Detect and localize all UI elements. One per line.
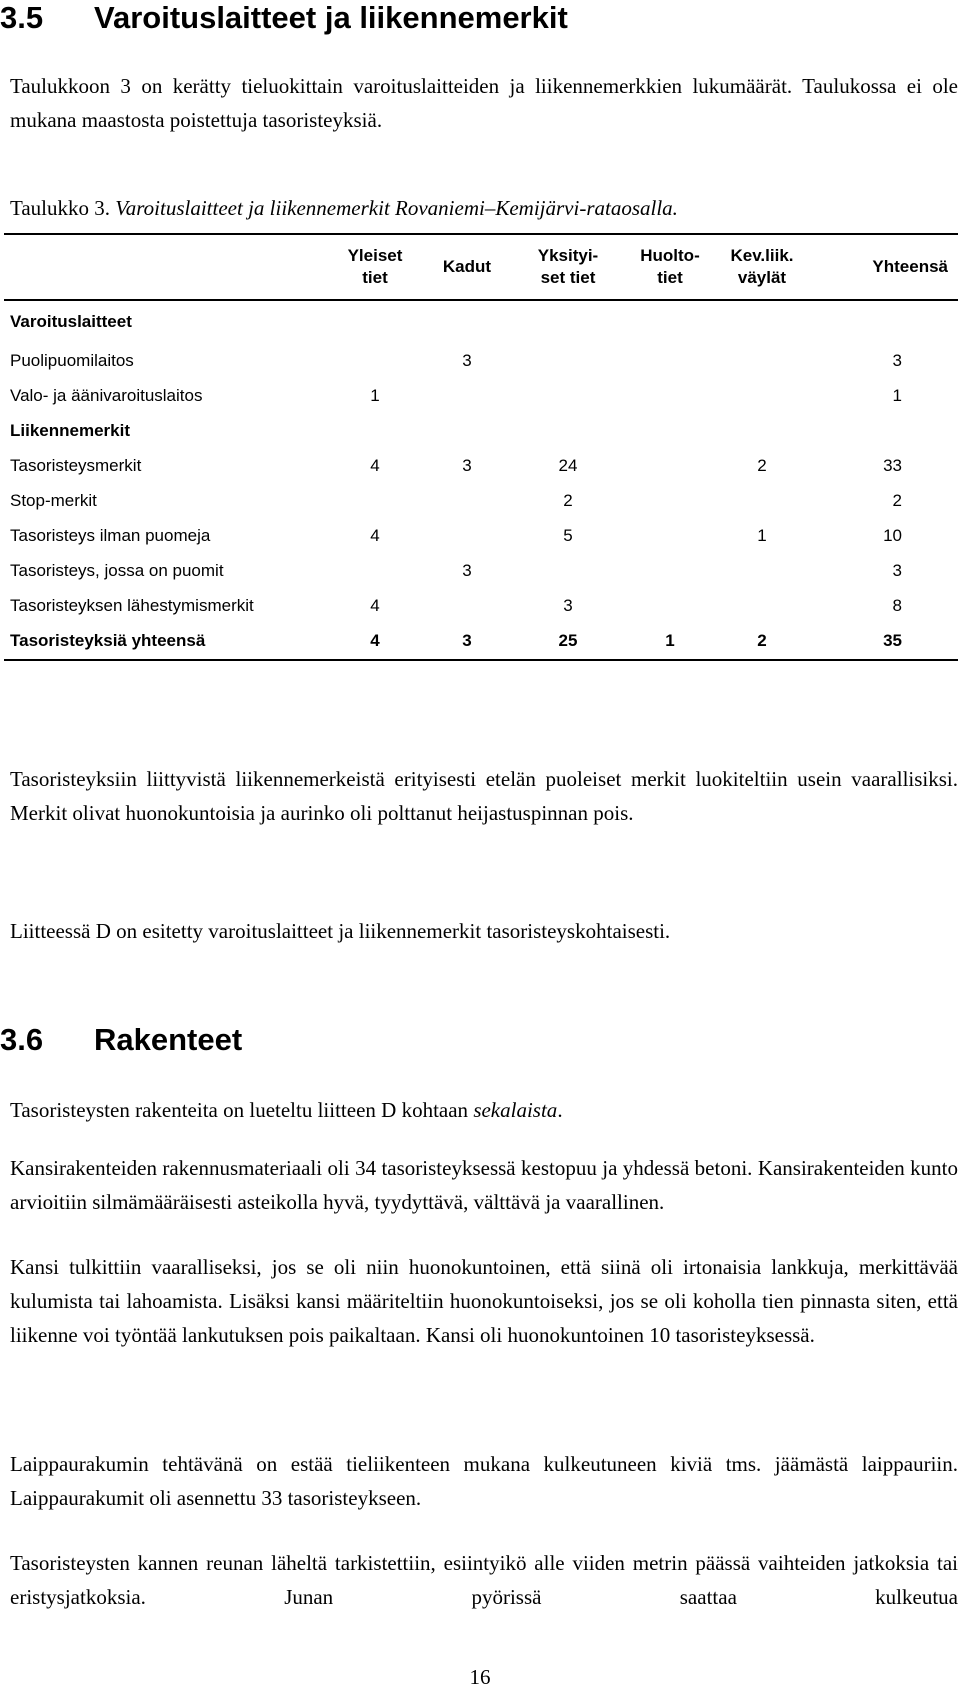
- total-kadut: 3: [418, 623, 516, 660]
- section-heading-3-5: [0, 0, 568, 36]
- row-label: Puolipuomilaitos: [10, 350, 134, 370]
- section-signs-label: Liikennemerkit: [10, 420, 130, 440]
- page-number: 16: [469, 1665, 491, 1689]
- cell-yleiset: [332, 343, 418, 378]
- row-label: Tasoristeysmerkit: [10, 455, 142, 475]
- cell-kevliik: [720, 343, 804, 378]
- row-label: Stop-merkit: [10, 490, 97, 510]
- cell-huolto: [620, 588, 720, 623]
- cell-huolto: [620, 343, 720, 378]
- total-huolto: 1: [620, 623, 720, 660]
- cell-yhteensa: 8: [892, 595, 902, 615]
- paragraph-signs: Tasoristeyksiin liittyvistä liikennemerkeistä erityisesti etelän puoleiset merkit luokiteltiin usein vaarallisiksi. Merkit olivat huonokuntoisia ja aurinko oli polttanut heijastuspinnan pois.: [10, 767, 958, 825]
- table-row: [4, 378, 958, 413]
- paragraph-structures: [10, 1093, 958, 1127]
- section-heading-3-6: [0, 1022, 242, 1058]
- cell-yleiset: [332, 483, 418, 518]
- table-row: [4, 483, 958, 518]
- cell-huolto: [620, 553, 720, 588]
- paragraph-structures-end: .: [557, 1098, 563, 1122]
- section-number: 3.6: [0, 1022, 44, 1057]
- cell-kevliik: [720, 378, 804, 413]
- cell-yksityiset: 5: [563, 525, 573, 545]
- cell-kadut: [418, 518, 516, 553]
- row-label: Valo- ja äänivaroituslaitos: [10, 385, 203, 405]
- header-yleiset: Yleiset tiet: [332, 234, 418, 300]
- cell-kevliik: [720, 553, 804, 588]
- total-kevliik: 2: [720, 623, 804, 660]
- paragraph-edge: Tasoristeysten kannen reunan läheltä tarkistettiin, esiintyikö alle viiden metrin päässä vaihteiden jatkoksia tai eristysjatkoksia. Junan pyörissä saattaa kulkeutua: [10, 1551, 958, 1609]
- cell-kevliik: [720, 483, 804, 518]
- cell-yhteensa: 1: [892, 385, 902, 405]
- cell-kevliik: [720, 588, 804, 623]
- cell-yksityiset: [516, 378, 620, 413]
- cell-kadut: 3: [462, 560, 472, 580]
- total-label: Tasoristeyksiä yhteensä: [4, 623, 332, 660]
- cell-yksityiset: [516, 553, 620, 588]
- cell-yhteensa: 2: [892, 490, 902, 510]
- table-caption: [10, 191, 678, 225]
- table-section-row: [4, 413, 958, 448]
- warning-devices-table: [4, 233, 958, 661]
- paragraph-deck-material: Kansirakenteiden rakennusmateriaali oli 34 tasoristeyksessä kestopuu ja yhdessä betoni. Kansirakenteiden kunto arvioitiin silmämääräisesti asteikolla hyvä, tyydyttävä, välttävä ja vaarallinen.: [10, 1156, 958, 1214]
- cell-yhteensa: 3: [892, 350, 902, 370]
- table-header-row: [4, 234, 958, 300]
- cell-yksityiset: 24: [558, 455, 578, 475]
- table-section-row: [4, 300, 958, 343]
- cell-yleiset: 4: [370, 525, 380, 545]
- total-yhteensa: 35: [804, 623, 958, 660]
- cell-kevliik: 1: [757, 525, 767, 545]
- paragraph-deck-danger: Kansi tulkittiin vaaralliseksi, jos se oli niin huonokuntoinen, että siinä oli irtonaisia lankkuja, merkittävää kulumista tai lahoamista. Lisäksi kansi määriteltiin huonokuntoiseksi, jos se oli koholla tien pinnasta siten, että liikenne voi työntää lankutuksen pois paikaltaan. Kansi oli huonokuntoinen 10 tasoristeyksessä.: [10, 1255, 958, 1347]
- cell-kadut: 3: [462, 350, 472, 370]
- header-kadut: Kadut: [418, 234, 516, 300]
- header-empty: [4, 234, 332, 300]
- row-label: Tasoristeys, jossa on puomit: [10, 560, 224, 580]
- cell-kadut: 3: [462, 455, 472, 475]
- cell-huolto: [620, 378, 720, 413]
- section-title: Varoituslaitteet ja liikennemerkit: [94, 0, 568, 35]
- table-row: [4, 553, 958, 588]
- total-yksityiset: 25: [516, 623, 620, 660]
- section-number: 3.5: [0, 0, 44, 35]
- cell-yleiset: 4: [370, 455, 380, 475]
- intro-paragraph: Taulukkoon 3 on kerätty tieluokittain varoituslaitteiden ja liikennemerkkien lukumäärät. Taulukossa ei ole mukana maastosta poistettuja tasoristeyksiä.: [10, 74, 958, 132]
- table-row: [4, 343, 958, 378]
- total-yleiset: 4: [332, 623, 418, 660]
- table-row: [4, 518, 958, 553]
- header-yhteensa: Yhteensä: [804, 234, 958, 300]
- table-row: [4, 588, 958, 623]
- cell-kadut: [418, 588, 516, 623]
- table-caption-label: Taulukko 3.: [10, 196, 111, 220]
- table-caption-title: Varoituslaitteet ja liikennemerkit Rovaniemi–Kemijärvi-rataosalla.: [115, 196, 678, 220]
- cell-yleiset: 4: [370, 595, 380, 615]
- cell-huolto: [620, 518, 720, 553]
- row-label: Tasoristeys ilman puomeja: [10, 525, 211, 545]
- cell-kevliik: 2: [757, 455, 767, 475]
- table-row: [4, 448, 958, 483]
- row-label: Tasoristeyksen lähestymismerkit: [10, 595, 254, 615]
- cell-yksityiset: 3: [563, 595, 573, 615]
- cell-huolto: [620, 448, 720, 483]
- paragraph-appendix: Liitteessä D on esitetty varoituslaitteet ja liikennemerkit tasoristeyskohtaisesti.: [10, 919, 671, 943]
- cell-yleiset: [332, 553, 418, 588]
- cell-yleiset: 1: [370, 385, 380, 405]
- header-yksityiset: Yksityi- set tiet: [516, 234, 620, 300]
- cell-huolto: [620, 483, 720, 518]
- paragraph-flange: Laippaurakumin tehtävänä on estää tieliikenteen mukana kulkeutuneen kiviä tms. jäämästä laippauriin. Laippaurakumit oli asennettu 33 tasoristeykseen.: [10, 1452, 958, 1510]
- cell-yhteensa: 3: [892, 560, 902, 580]
- cell-kadut: [418, 378, 516, 413]
- header-kevliik: Kev.liik. väylät: [720, 234, 804, 300]
- cell-yksityiset: 2: [563, 490, 573, 510]
- table-total-row: [4, 623, 958, 660]
- cell-kadut: [418, 483, 516, 518]
- cell-yhteensa: 33: [883, 455, 902, 475]
- paragraph-structures-text: Tasoristeysten rakenteita on lueteltu liitteen D kohtaan: [10, 1098, 474, 1122]
- cell-yhteensa: 10: [883, 525, 902, 545]
- section-warnings-label: Varoituslaitteet: [10, 312, 132, 331]
- paragraph-structures-emphasis: sekalaista: [473, 1098, 558, 1122]
- section-title: Rakenteet: [94, 1022, 243, 1057]
- cell-yksityiset: [516, 343, 620, 378]
- header-huolto: Huolto- tiet: [620, 234, 720, 300]
